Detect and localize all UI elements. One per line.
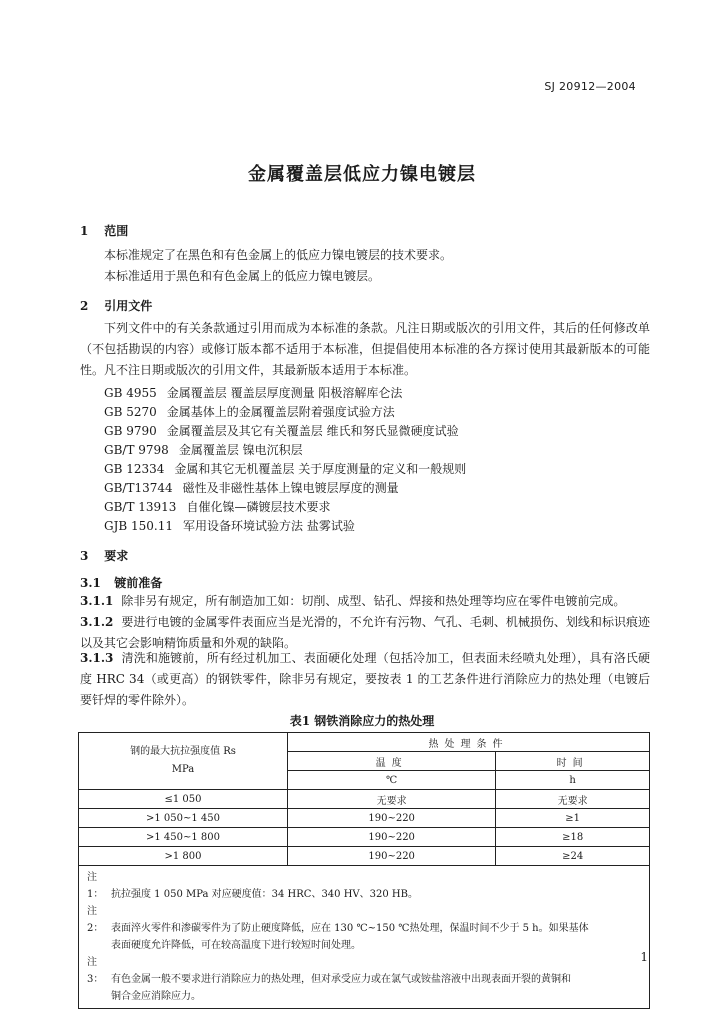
clause-text: 清洗和施镀前，所有经过机加工、表面硬化处理（包括冷加工，但表面未经喷丸处理），具有洛氏硬度 HRC 34（或更高）的钢铁零件，除非另有规定，要按表 1 的工艺条件进行消除应力的热处理（电镀后要钎焊的零件除外）。 — [80, 651, 650, 707]
reference-code: GB 4955 — [104, 386, 157, 400]
note-label: 注 3： — [87, 957, 104, 985]
temperature-unit: ℃ — [288, 771, 496, 790]
table-note — [87, 869, 641, 903]
section-number: 1 — [80, 224, 89, 238]
note-text: 表面淬火零件和渗碳零件为了防止硬度降低，应在 130 ℃~150 ℃热处理，保温时间不少于 5 h。如果基体 — [111, 923, 589, 934]
page-number: 1 — [640, 950, 648, 964]
clause-text: 除非另有规定，所有制造加工如：切削、成型、钻孔、焊接和热处理等均应在零件电镀前完成。 — [121, 594, 626, 608]
temperature-cell: 190~220 — [288, 828, 496, 847]
reference-title: 自催化镍—磷镀层技术要求 — [186, 500, 331, 514]
reference-title: 金属覆盖层 镍电沉积层 — [178, 443, 303, 457]
table-row — [79, 847, 650, 866]
section-title: 范围 — [104, 224, 129, 238]
reference-item — [104, 460, 466, 479]
reference-item — [104, 422, 459, 441]
table-row — [79, 809, 650, 828]
clause-text: 要进行电镀的金属零件表面应当是光滑的，不允许有污物、气孔、毛刺、机械损伤、划线和标识痕迹以及其它会影响精饰质量和外观的缺陷。 — [80, 615, 650, 650]
reference-title: 金属和其它无机覆盖层 关于厚度测量的定义和一般规则 — [174, 462, 467, 476]
reference-item — [104, 403, 395, 422]
clause-number: 3.1.1 — [80, 594, 114, 608]
temperature-header: 温度 — [288, 752, 496, 771]
time-cell: ≥24 — [496, 847, 650, 866]
reference-code: GB/T13744 — [104, 481, 173, 495]
section-number: 3 — [80, 549, 89, 563]
table-note — [87, 954, 641, 988]
reference-title: 金属基体上的金属覆盖层附着强度试验方法 — [166, 405, 395, 419]
strength-header — [79, 733, 288, 790]
section-title: 引用文件 — [104, 299, 153, 313]
time-cell: 无要求 — [496, 790, 650, 809]
time-cell: ≥18 — [496, 828, 650, 847]
scope-paragraph-2: 本标准适用于黑色和有色金属上的低应力镍电镀层。 — [104, 269, 381, 283]
section-2-heading — [80, 297, 152, 314]
strength-header-label: 钢的最大抗拉强度值 Rs — [130, 746, 236, 757]
note-continuation: 铜合金应消除应力。 — [111, 991, 201, 1002]
time-unit: h — [496, 771, 650, 790]
reference-code: GB/T 9798 — [104, 443, 169, 457]
strength-cell: >1 800 — [79, 847, 288, 866]
section-3-heading — [80, 547, 128, 564]
references-intro: 下列文件中的有关条款通过引用而成为本标准的条款。凡注日期或版次的引用文件，其后的任何修改单（不包括勘误的内容）或修订版本都不适用于本标准，但提倡使用本标准的各方探讨使用其最新版本的可能性。凡不注日期或版次的引用文件，其最新版本适用于本标准。 — [80, 321, 650, 377]
section-1-heading — [80, 222, 128, 239]
note-text: 有色金属一般不要求进行消除应力的热处理，但对承受应力或在氯气或铵盐溶液中出现表面开裂的黄铜和 — [111, 974, 571, 985]
reference-title: 金属覆盖层及其它有关覆盖层 维氏和努氏显微硬度试验 — [166, 424, 459, 438]
section-number: 2 — [80, 299, 89, 313]
stress-relief-table — [78, 732, 650, 1009]
table-notes — [79, 866, 650, 1009]
table-row — [79, 828, 650, 847]
document-code: SJ 20912—2004 — [544, 80, 636, 93]
scope-paragraph-1: 本标准规定了在黑色和有色金属上的低应力镍电镀层的技术要求。 — [104, 248, 453, 262]
strength-header-unit: MPa — [171, 764, 195, 775]
reference-code: GJB 150.11 — [104, 519, 174, 533]
clause-number: 3.1.3 — [80, 651, 114, 665]
table-note — [87, 903, 641, 937]
section-title: 要求 — [104, 549, 129, 563]
heat-treatment-header: 热处理条件 — [288, 733, 650, 752]
time-cell: ≥1 — [496, 809, 650, 828]
reference-title: 金属覆盖层 覆盖层厚度测量 阳极溶解库仑法 — [166, 386, 403, 400]
reference-item — [104, 517, 355, 536]
reference-item — [104, 479, 399, 498]
reference-title: 军用设备环境试验方法 盐雾试验 — [183, 519, 355, 533]
reference-item — [104, 498, 330, 517]
note-label: 注 1： — [87, 872, 104, 900]
note-label: 注 2： — [87, 906, 104, 934]
reference-code: GB 9790 — [104, 424, 157, 438]
temperature-cell: 190~220 — [288, 809, 496, 828]
reference-item — [104, 441, 303, 460]
reference-code: GB/T 13913 — [104, 500, 177, 514]
clause-number: 3.1.2 — [80, 615, 114, 629]
temperature-cell: 无要求 — [288, 790, 496, 809]
table-caption: 表1 钢铁消除应力的热处理 — [289, 714, 435, 728]
clause-3-1-3 — [80, 648, 650, 711]
note-text: 抗拉强度 1 050 MPa 对应硬度值：34 HRC、340 HV、320 HB。 — [111, 889, 418, 900]
strength-cell: >1 050~1 450 — [79, 809, 288, 828]
table-row — [79, 790, 650, 809]
subsection-number: 3.1 — [80, 576, 101, 590]
reference-item — [104, 384, 402, 403]
strength-cell: >1 450~1 800 — [79, 828, 288, 847]
temperature-cell: 190~220 — [288, 847, 496, 866]
reference-title: 磁性及非磁性基体上镍电镀层厚度的测量 — [182, 481, 399, 495]
reference-code: GB 12334 — [104, 462, 165, 476]
subsection-3-1-heading — [80, 574, 162, 591]
reference-code: GB 5270 — [104, 405, 157, 419]
time-header: 时间 — [496, 752, 650, 771]
note-continuation: 表面硬度允许降低，可在较高温度下进行较短时间处理。 — [111, 940, 361, 951]
subsection-title: 镀前准备 — [114, 576, 163, 590]
strength-cell: ≤1 050 — [79, 790, 288, 809]
document-title: 金属覆盖层低应力镍电镀层 — [248, 164, 476, 185]
clause-3-1-1 — [80, 591, 650, 612]
